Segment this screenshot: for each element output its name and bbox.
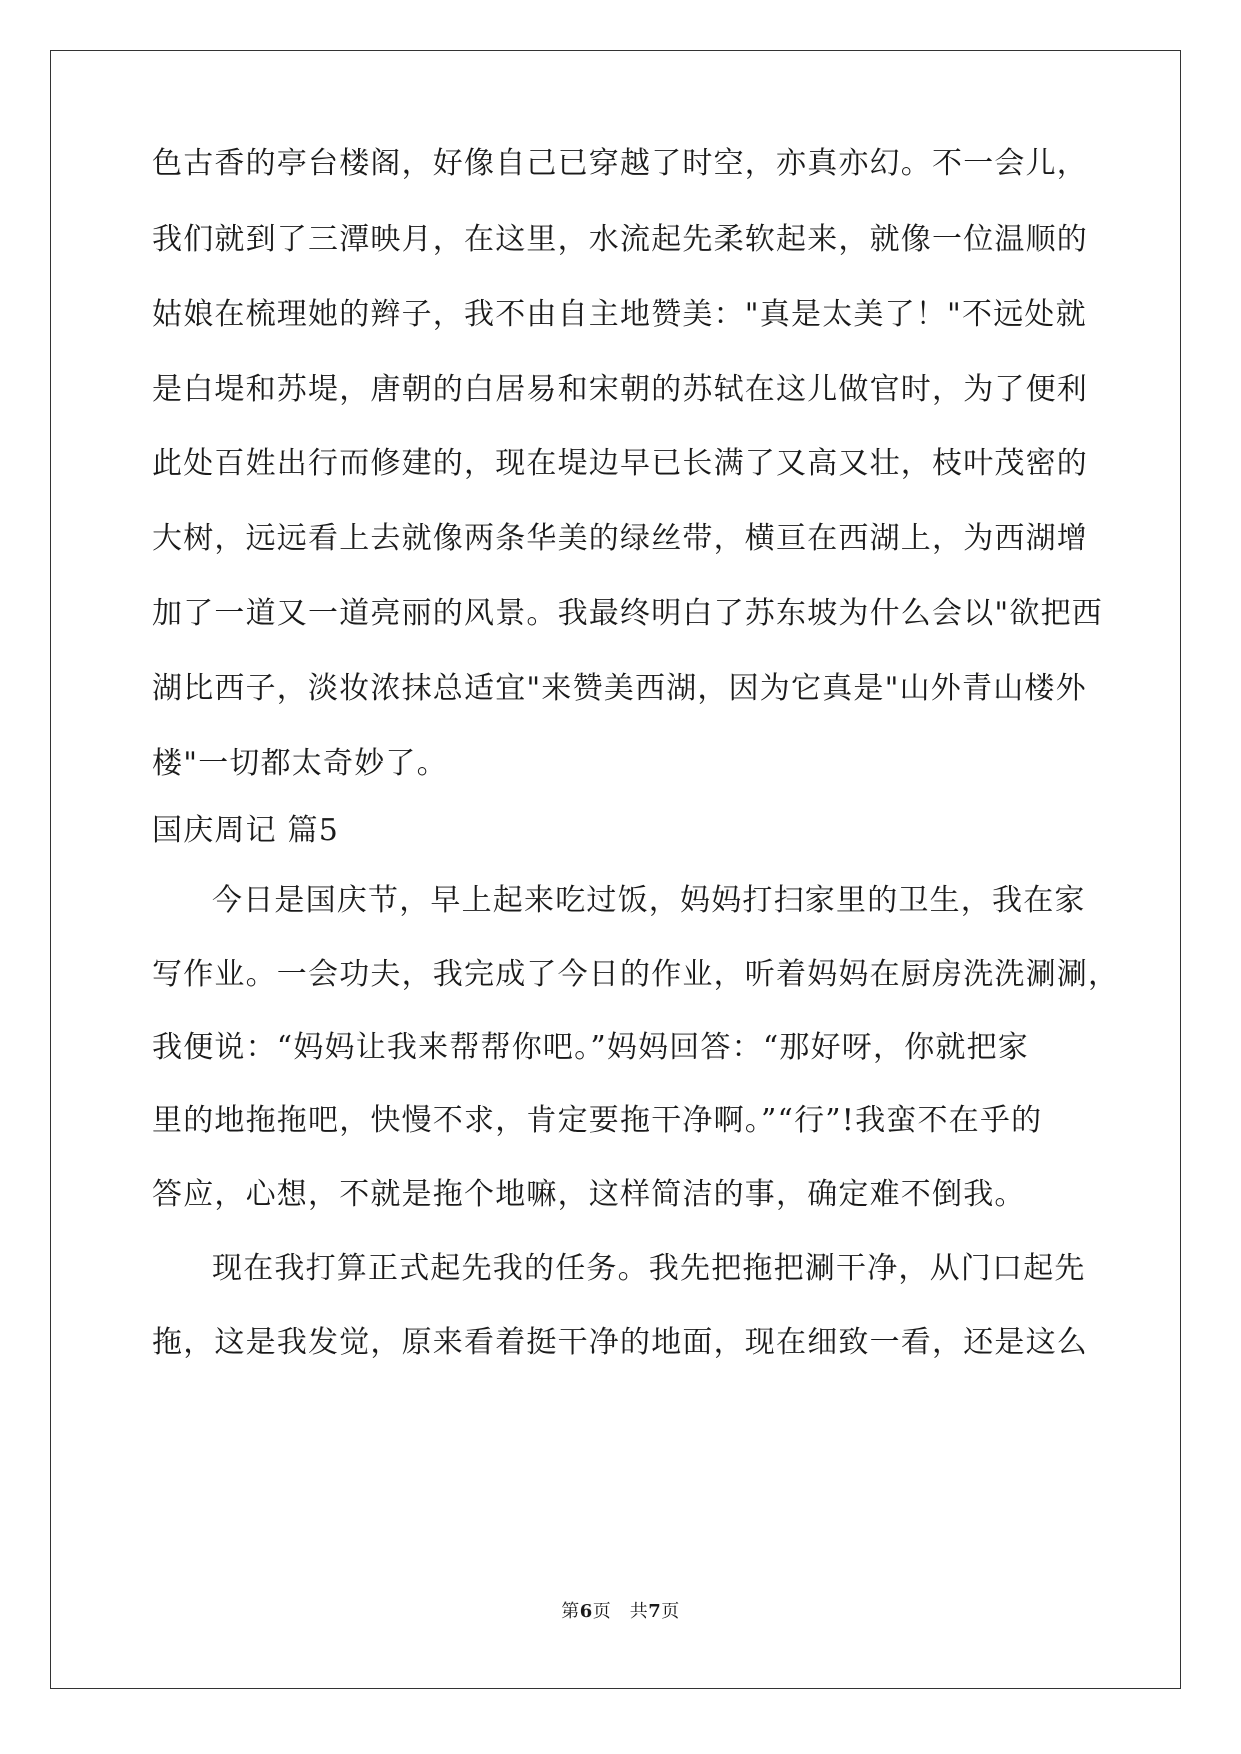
footer-middle: 页 共 <box>592 1601 649 1622</box>
text-line: 写作业。一会功夫，我完成了今日的作业，听着妈妈在厨房洗洗涮涮， <box>152 957 1120 992</box>
page-border <box>50 50 1181 1689</box>
text-line: 拖，这是我发觉，原来看着挺干净的地面，现在细致一看，还是这么 <box>152 1325 1088 1360</box>
text-line: 是白堤和苏堤，唐朝的白居易和宋朝的苏轼在这儿做官时，为了便利 <box>152 372 1088 407</box>
text-line: 此处百姓出行而修建的，现在堤边早已长满了又高又壮，枝叶茂密的 <box>152 446 1088 481</box>
text-line: 湖比西子，淡妆浓抹总适宜"来赞美西湖，因为它真是"山外青山楼外 <box>152 671 1087 706</box>
text-line: 楼"一切都太奇妙了。 <box>152 746 448 781</box>
total-page-number: 7 <box>648 1601 662 1622</box>
footer-suffix: 页 <box>661 1601 680 1622</box>
paragraph-first-line: 现在我打算正式起先我的任务。我先把拖把涮干净，从门口起先 <box>212 1251 1086 1286</box>
text-line: 答应，心想，不就是拖个地嘛，这样简洁的事，确定难不倒我。 <box>152 1177 1026 1212</box>
text-line: 里的地拖拖吧，快慢不求，肯定要拖干净啊。”“行”!我蛮不在乎的 <box>152 1103 1043 1138</box>
text-line: 我们就到了三潭映月，在这里，水流起先柔软起来，就像一位温顺的 <box>152 222 1088 257</box>
text-line: 加了一道又一道亮丽的风景。我最终明白了苏东坡为什么会以"欲把西 <box>152 596 1103 631</box>
page-footer <box>0 1597 1241 1623</box>
section-heading: 国庆周记 篇5 <box>152 813 340 848</box>
text-line: 姑娘在梳理她的辫子，我不由自主地赞美："真是太美了！"不远处就 <box>152 297 1087 332</box>
current-page-number: 6 <box>579 1601 593 1622</box>
text-line: 大树，远远看上去就像两条华美的绿丝带，横亘在西湖上，为西湖增 <box>152 521 1088 556</box>
text-line: 我便说：“妈妈让我来帮帮你吧。”妈妈回答：“那好呀，你就把家 <box>152 1030 1030 1065</box>
paragraph-first-line: 今日是国庆节，早上起来吃过饭，妈妈打扫家里的卫生，我在家 <box>212 883 1086 918</box>
footer-prefix: 第 <box>561 1601 580 1622</box>
text-line: 色古香的亭台楼阁，好像自己已穿越了时空，亦真亦幻。不一会儿， <box>152 146 1088 181</box>
